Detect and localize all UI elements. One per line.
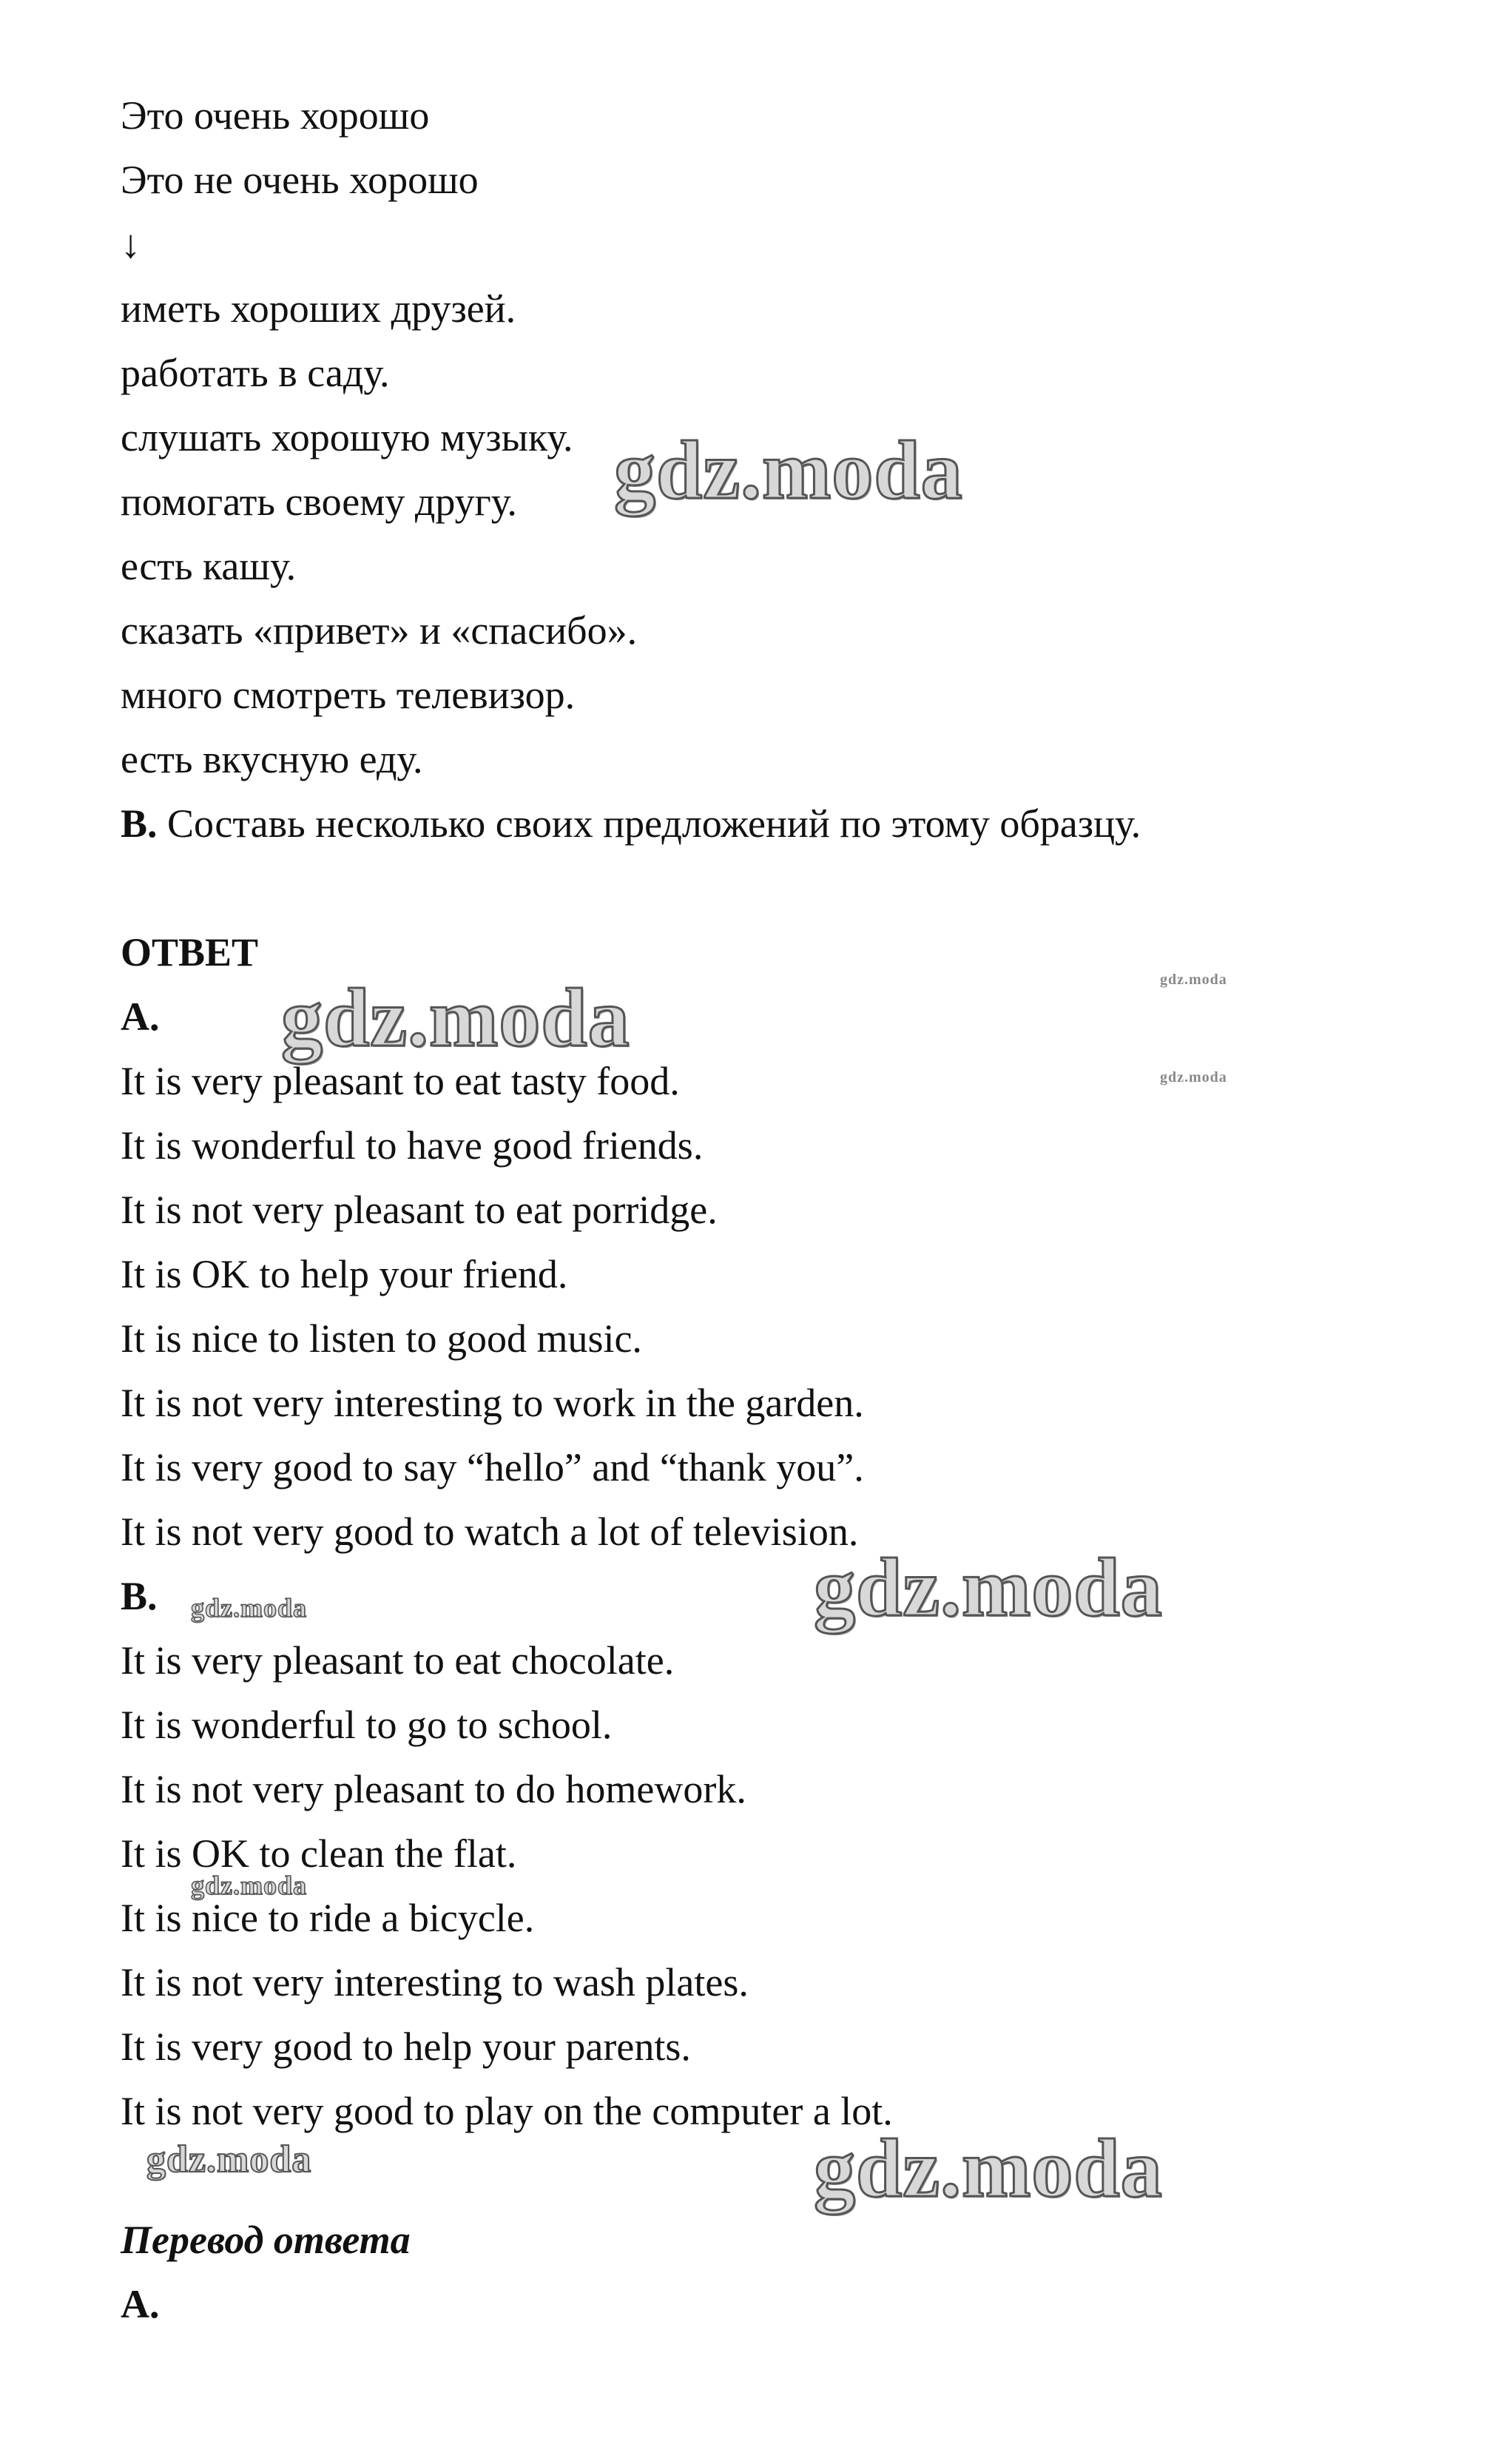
task-line-10: есть вкусную еду. <box>121 737 423 781</box>
watermark-logo: gdz.moda <box>281 972 630 1064</box>
answer-a-line-1: It is very pleasant to eat tasty food. <box>121 1059 680 1103</box>
task-b-label: B. <box>121 801 158 846</box>
task-line-1: Это очень хорошо <box>121 93 430 138</box>
answer-b-line-2: It is wonderful to go to school. <box>121 1703 613 1747</box>
answer-b-line-8: It is not very good to play on the computer a lot. <box>121 2089 893 2133</box>
task-line-4: работать в саду. <box>121 351 390 395</box>
answer-b-line-6: It is not very interesting to wash plates. <box>121 1960 749 2004</box>
watermark-logo-small: gdz.moda <box>191 1871 308 1900</box>
answer-section-a-label: A. <box>121 994 160 1039</box>
watermark-logo: gdz.moda <box>614 425 963 516</box>
watermark-logo: gdz.moda <box>814 2123 1163 2215</box>
answer-heading: ОТВЕТ <box>121 930 259 975</box>
answer-a-line-4: It is OK to help your friend. <box>121 1252 568 1296</box>
answer-b-line-5: It is nice to ride a bicycle. <box>121 1896 535 1940</box>
task-line-2: Это не очень хорошо <box>121 158 479 202</box>
watermark-logo-tiny: gdz.moda <box>1160 972 1227 988</box>
answer-b-line-1: It is very pleasant to eat chocolate. <box>121 1638 675 1683</box>
task-line-3: иметь хороших друзей. <box>121 286 516 331</box>
arrow-down-icon: ↓ <box>121 222 141 266</box>
watermark-logo-mid: gdz.moda <box>146 2138 312 2181</box>
answer-b-line-3: It is not very pleasant to do homework. <box>121 1767 746 1811</box>
watermark-logo-small: gdz.moda <box>191 1593 308 1623</box>
task-b-instruction <box>121 801 1141 846</box>
answer-a-line-3: It is not very pleasant to eat porridge. <box>121 1188 718 1232</box>
answer-a-line-6: It is not very interesting to work in the garden. <box>121 1381 864 1425</box>
task-line-7: есть кашу. <box>121 544 297 588</box>
translation-section-a-label: A. <box>121 2282 160 2326</box>
answer-b-line-4: It is OK to clean the flat. <box>121 1831 517 1876</box>
task-line-6: помогать своему другу. <box>121 479 517 524</box>
answer-b-line-7: It is very good to help your parents. <box>121 2024 691 2069</box>
task-line-5: слушать хорошую музыку. <box>121 415 573 460</box>
answer-a-line-2: It is wonderful to have good friends. <box>121 1123 704 1168</box>
task-line-8: сказать «привет» и «спасибо». <box>121 608 638 653</box>
answer-a-line-7: It is very good to say “hello” and “thank you”. <box>121 1445 864 1489</box>
watermark-logo: gdz.moda <box>814 1542 1163 1634</box>
task-b-text: Составь несколько своих предложений по этому образцу. <box>157 801 1141 846</box>
answer-a-line-8: It is not very good to watch a lot of television. <box>121 1509 859 1554</box>
task-line-9: много смотреть телевизор. <box>121 673 576 717</box>
answer-section-b-label: B. <box>121 1574 158 1618</box>
translation-heading: Перевод ответа <box>121 2218 411 2262</box>
answer-a-line-5: It is nice to listen to good music. <box>121 1316 642 1361</box>
watermark-logo-tiny: gdz.moda <box>1160 1069 1227 1085</box>
